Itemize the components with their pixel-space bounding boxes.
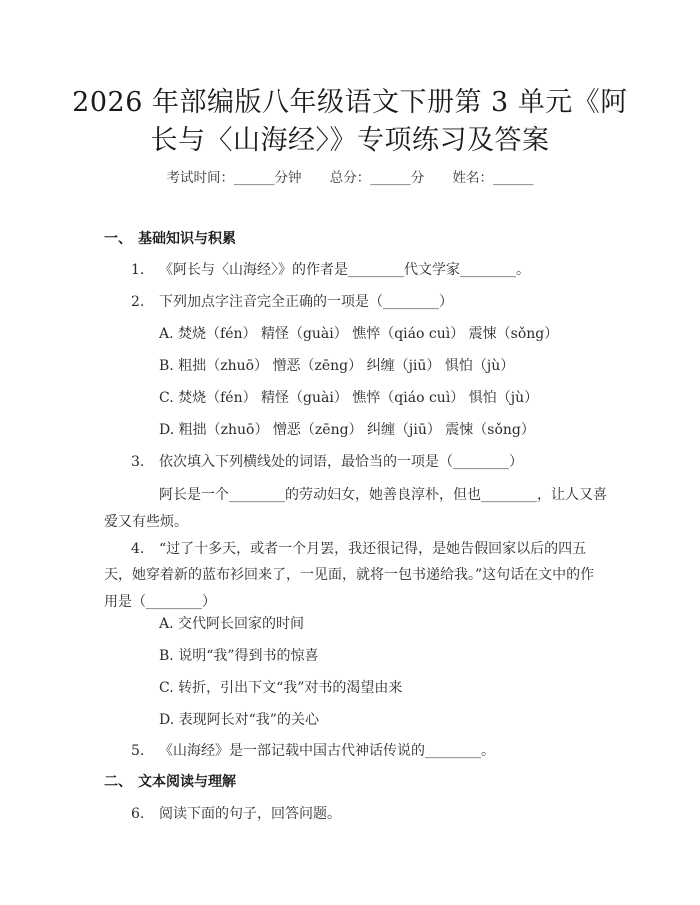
question-3 — [131, 451, 523, 473]
question-text-line-1: “过了十多天，或者一个月罢，我还很记得，是她告假回家以后的四五 — [159, 541, 587, 557]
question-text: 《阿长与〈山海经〉》的作者是________代文学家________。 — [159, 262, 530, 278]
question-number: 1. — [131, 262, 145, 278]
exam-name: 姓名：______ — [452, 170, 534, 186]
question-2-option-a: A. 焚烧（fén） 精怪（guài） 憔悴（qiáo cuì） 震悚（sǒng） — [159, 326, 559, 342]
question-2 — [131, 291, 453, 313]
question-6 — [131, 803, 341, 825]
question-number: 6. — [131, 806, 145, 822]
exam-info — [0, 168, 700, 188]
question-text: 依次填入下列横线处的词语，最恰当的一项是（________） — [159, 454, 523, 470]
title-line-1: 2026 年部编版八年级语文下册第 3 单元《阿 — [72, 87, 628, 118]
section-number: 一、 — [104, 231, 132, 247]
question-2-option-b: B. 粗拙（zhuō） 憎恶（zēng） 纠缠（jiū） 惧怕（jù） — [159, 358, 515, 374]
exam-score: 总分：______分 — [329, 170, 425, 186]
question-4-line-3: 用是（________） — [104, 594, 216, 610]
question-4-option-a: A. 交代阿长回家的时间 — [159, 616, 305, 632]
section-title: 基础知识与积累 — [138, 231, 236, 247]
question-number: 5. — [131, 743, 145, 759]
question-2-option-d: D. 粗拙（zhuō） 憎恶（zēng） 纠缠（jiū） 震悚（sǒng） — [159, 422, 535, 438]
exam-time: 考试时间：______分钟 — [166, 170, 302, 186]
question-1 — [131, 259, 530, 281]
title-line-2: 长与〈山海经〉》专项练习及答案 — [150, 125, 550, 156]
question-4 — [131, 538, 586, 560]
question-4-option-d: D. 表现阿长对“我”的关心 — [159, 712, 319, 728]
section-heading-2 — [104, 772, 236, 792]
question-4-option-b: B. 说明“我”得到书的惊喜 — [159, 648, 319, 664]
question-text: 下列加点字注音完全正确的一项是（________） — [159, 294, 453, 310]
section-title: 文本阅读与理解 — [138, 774, 236, 790]
section-number: 二、 — [104, 774, 132, 790]
question-text: 阅读下面的句子，回答问题。 — [159, 806, 341, 822]
question-text: 《山海经》是一部记载中国古代神话传说的________。 — [159, 743, 495, 759]
document-title — [60, 84, 640, 160]
question-4-line-2: 天，她穿着新的蓝布衫回来了，一见面，就将一包书递给我。”这句话在文中的作 — [104, 567, 595, 583]
question-2-option-c: C. 焚烧（fén） 精怪（guài） 憔悴（qiáo cuì） 惧怕（jù） — [159, 390, 539, 406]
question-3-passage-line-2: 爱又有些烦。 — [104, 514, 188, 530]
question-number: 2. — [131, 294, 145, 310]
question-number: 3. — [131, 454, 145, 470]
question-5 — [131, 740, 495, 762]
question-number: 4. — [131, 541, 145, 557]
question-3-passage-line-1: 阿长是一个________的劳动妇女，她善良淳朴，但也________，让人又喜 — [159, 487, 607, 503]
question-4-option-c: C. 转折，引出下文“我”对书的渴望由来 — [159, 680, 403, 696]
section-heading-1 — [104, 229, 236, 249]
